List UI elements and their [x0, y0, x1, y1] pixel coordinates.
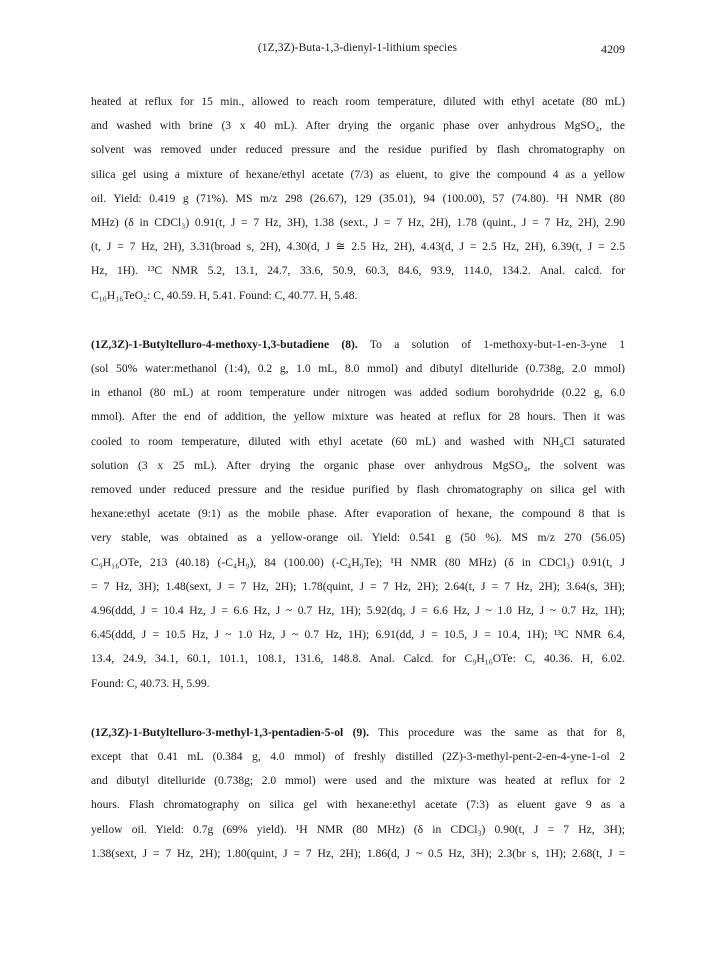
text-line: mmol). After the end of addition, the yellow mixture was heated at reflux for 28 hours. Then it was	[91, 410, 625, 424]
text-line-with-heading	[91, 721, 625, 745]
text-line: except that 0.41 mL (0.384 g, 4.0 mmol) of freshly distilled (2Z)-3-methyl-pent-2-en-4-yne-1-ol 2	[91, 750, 625, 764]
text-line: = 7 Hz, 3H); 1.48(sext, J = 7 Hz, 2H); 1.78(quint, J = 7 Hz, 2H); 2.64(t, J = 7 Hz, 2H); 3.64(s, 3H);	[91, 579, 625, 593]
text-line: Hz, 1H). ¹³C NMR 5.2, 13.1, 24.7, 33.6, 50.9, 60.3, 84.6, 93.9, 114.0, 134.2. Anal. calcd. for	[91, 264, 625, 278]
text-line: 6.45(ddd, J = 10.5 Hz, J ~ 1.0 Hz, J ~ 0.7 Hz, 1H); 6.91(dd, J = 10.5, J = 10.4, 1H); ¹³C NMR 6.4,	[91, 628, 625, 642]
text-line: yellow oil. Yield: 0.7g (69% yield). ¹H NMR (80 MHz) (δ in CDCl₃) 0.90(t, J = 7 Hz, 3H);	[91, 822, 625, 836]
text-line: heated at reflux for 15 min., allowed to reach room temperature, diluted with ethyl acetate (80 mL)	[91, 95, 625, 108]
text-line: (t, J = 7 Hz, 2H), 3.31(broad s, 2H), 4.30(d, J ≅ 2.5 Hz, 2H), 4.43(d, J = 2.5 Hz, 2H), 6.39(t, J = 2.5	[91, 240, 625, 254]
text-line: C₉H₁₆OTe, 213 (40.18) (-C₄H₉), 84 (100.00) (-C₄H₉Te); ¹H NMR (80 MHz) (δ in CDCl₃) 0.91(t, J	[91, 555, 625, 569]
text-line: Found: C, 40.73. H, 5.99.	[91, 676, 210, 690]
text-line: MHz) (δ in CDCl₃) 0.91(t, J = 7 Hz, 3H), 1.38 (sext., J = 7 Hz, 2H), 1.78 (quint., J = 7 Hz, 2H), 2.90	[91, 216, 625, 230]
text-line: in ethanol (80 mL) at room temperature under nitrogen was added sodium borohydride (0.22 g, 6.0	[91, 386, 625, 400]
text-line: 4.96(ddd, J = 10.4 Hz, J = 6.6 Hz, J ~ 0.7 Hz, 1H); 5.92(dq, J = 6.6 Hz, J ~ 1.0 Hz, J ~ 0.7 Hz, 1H);	[91, 604, 625, 618]
compound-8-heading: (1Z,3Z)-1-Butyltelluro-4-methoxy-1,3-butadiene (8).	[91, 337, 358, 351]
text-line: very stable, was obtained as a yellow-orange oil. Yield: 0.541 g (50 %). MS m/z 270 (56.05)	[91, 531, 625, 545]
text-line: C₁₀H₁₆TeO₂: C, 40.59. H, 5.41. Found: C, 40.77. H, 5.48.	[91, 288, 358, 302]
text-line: silica gel using a mixture of hexane/ethyl acetate (7/3) as eluent, to give the compound 4 as a yellow	[91, 167, 625, 181]
text-line: 13.4, 24.9, 34.1, 60.1, 101.1, 108.1, 131.6, 148.8. Anal. Calcd. for C₉H₁₆OTe: C, 40.36. H, 6.02.	[91, 652, 625, 666]
paragraph-compound-9	[91, 721, 625, 866]
text-line: oil. Yield: 0.419 g (71%). MS m/z 298 (26.67), 129 (35.01), 94 (100.00), 57 (74.80). ¹H NMR (80	[91, 191, 625, 205]
compound-9-heading: (1Z,3Z)-1-Butyltelluro-3-methyl-1,3-pentadien-5-ol (9).	[91, 725, 369, 739]
page-number: 4209	[601, 42, 625, 56]
text-line: cooled to room temperature, diluted with ethyl acetate (60 mL) and washed with NH₄Cl saturated	[91, 434, 625, 448]
text-line: and dibutyl ditelluride (0.738g; 2.0 mmol) were used and the mixture was heated at reflux for 2	[91, 774, 625, 788]
text-line: This procedure was the same as that for 8,	[378, 725, 625, 739]
text-line: solution (3 x 25 mL). After drying the organic phase over anhydrous MgSO₄, the solvent was	[91, 458, 625, 472]
text-line: and washed with brine (3 x 40 mL). After drying the organic phase over anhydrous MgSO₄, the	[91, 119, 625, 133]
text-line: To a solution of 1-methoxy-but-1-en-3-yne 1	[369, 337, 625, 351]
text-line: hexane:ethyl acetate (9:1) as the mobile phase. After evaporation of hexane, the compound 8 that is	[91, 507, 625, 521]
text-line: hours. Flash chromatography on silica gel with hexane:ethyl acetate (7:3) as eluent gave 9 as a	[91, 798, 625, 812]
running-title: (1Z,3Z)-Buta-1,3-dienyl-1-lithium species	[257, 42, 458, 54]
text-line-with-heading	[91, 333, 625, 357]
text-line: (sol 50% water:methanol (1:4), 0.2 g, 1.0 mL, 8.0 mmol) and dibutyl ditelluride (0.738g, 2.0 mmol)	[91, 362, 625, 376]
paragraph-compound-4-continued	[91, 90, 625, 308]
text-line: 1.38(sext, J = 7 Hz, 2H); 1.80(quint, J = 7 Hz, 2H); 1.86(d, J ~ 0.5 Hz, 3H); 2.3(br s, 1H); 2.68(t, J =	[91, 846, 625, 860]
text-line: removed under reduced pressure and the residue purified by flash chromatography on silica gel with	[91, 483, 625, 497]
body-text	[91, 90, 625, 866]
running-head	[90, 42, 625, 60]
paragraph-compound-8	[91, 333, 625, 696]
text-line: solvent was removed under reduced pressure and the residue purified by flash chromatography on	[91, 143, 625, 157]
